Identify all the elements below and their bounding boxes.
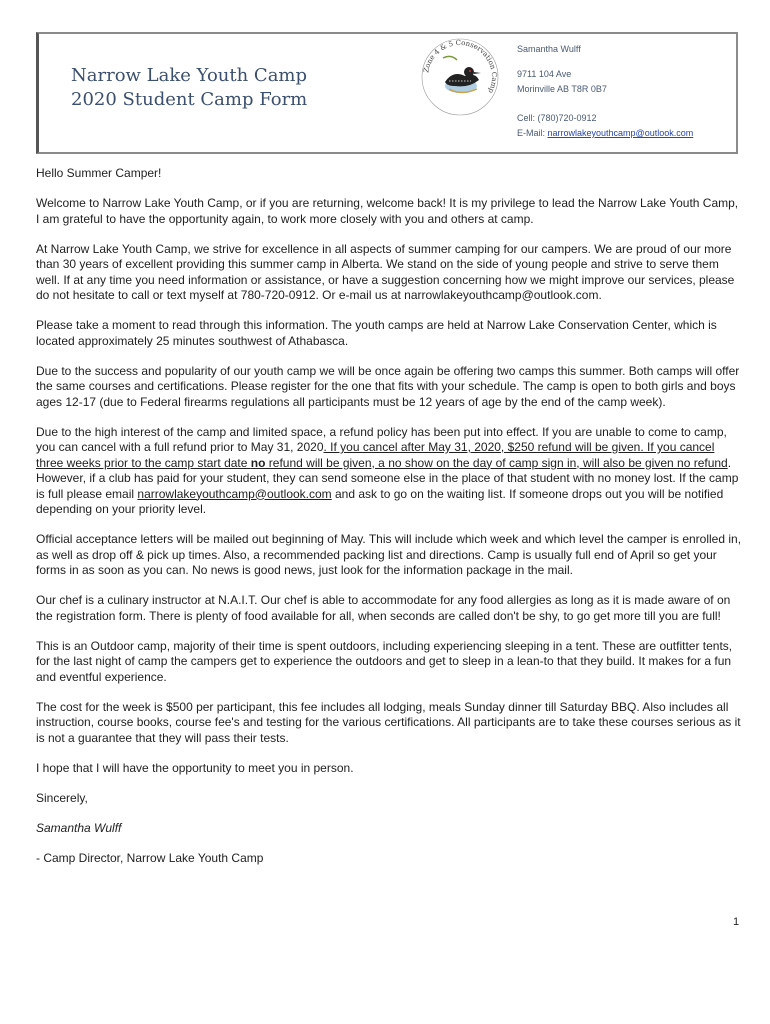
paragraph-acceptance-letters: Official acceptance letters will be mailed out beginning of May. This will include which week and which level the camper is enrolled in, as well as drop off & pick up times. Also, a recommended packing list and directions. Camp is usually full end of April so get your forms in as soon as you can. No news is good news, just look for the information package in the mail. <box>36 532 742 577</box>
refund-no-bold: no <box>250 455 266 470</box>
signature: Samantha Wulff <box>36 820 122 835</box>
title-line-2: 2020 Student Camp Form <box>71 89 308 110</box>
paragraph-two-camps: Due to the success and popularity of our youth camp we will be once again be offering two camps this summer. Both camps will offer the same courses and certifications. Please register for the one that fits with your schedule. The camp is open to both girls and boys ages 12-17 (due to Federal firearms regulations all participants must be 12 years of age by the end of the camp week). <box>36 363 740 409</box>
contact-address-line-2: Morinville AB T8R 0B7 <box>517 84 607 94</box>
greeting: Hello Summer Camper! <box>36 166 162 180</box>
contact-email-label: E-Mail: <box>517 128 548 138</box>
camp-logo <box>419 36 501 118</box>
title-line-1: Narrow Lake Youth Camp <box>71 65 308 86</box>
paragraph-excellence: At Narrow Lake Youth Camp, we strive for excellence in all aspects of summer camping for our campers. We are proud of our more than 30 years of excellent providing this summer camp in Alberta. We stand on the side of young people and strive to serve them well. If at any time you need information or assistance, or have a suggestion concerning how we might improve our services, please do not hesitate to call or text myself at 780-720-0912. Or e-mail us at narrowlakeyouthcamp@outlook.com. <box>36 241 735 302</box>
paragraph-welcome: Welcome to Narrow Lake Youth Camp, or if you are returning, welcome back! It is my privilege to lead the Narrow Lake Youth Camp, I am grateful to have the opportunity again, to work more closely with you and others at camp. <box>36 196 739 226</box>
logo-text: Zone 4 & 5 Conservation Camp <box>422 38 499 95</box>
contact-email-link[interactable]: narrowlakeyouthcamp@outlook.com <box>547 128 694 138</box>
page-number: 1 <box>733 916 740 928</box>
refund-text-a: Due to the high interest of the camp and limited space, a refund policy has been put into effect. If you are unable to come to camp, you can cancel with a full refund prior to May 31, 2020 <box>36 424 727 454</box>
paragraph-cost: The cost for the week is $500 per participant, this fee includes all lodging, meals Sunday dinner till Saturday BBQ. Also includes all instruction, course books, course fee's and testing for the various certifications. All participants are to take these courses serious as it is not a guarantee that they will pass their tests. <box>36 699 741 745</box>
refund-underlined-1: . If you cancel after May 31, 2020, $250 refund will be given. If you cancel three weeks prior to the camp start date <box>36 440 715 470</box>
paragraph-location: Please take a moment to read through this information. The youth camps are held at Narrow Lake Conservation Center, which is located approximately 25 minutes southwest of Athabasca. <box>36 318 717 348</box>
refund-underlined-2: refund will be given, a no show on the day of camp sign in, will also be given no refund <box>265 455 728 470</box>
waiting-list-email-link[interactable]: narrowlakeyouthcamp@outlook.com <box>137 486 332 501</box>
paragraph-refund-policy <box>36 425 742 518</box>
letter-body <box>36 166 742 881</box>
paragraph-chef: Our chef is a culinary instructor at N.A.I.T. Our chef is able to accommodate for any food allergies as long as it is made aware of on the registration form. There is plenty of food available for all, when seconds are called don't be shy, to go get more till you are full! <box>36 593 731 623</box>
contact-email-row <box>517 126 693 141</box>
contact-info <box>517 42 693 141</box>
letterhead <box>36 32 738 154</box>
refund-text-b: . However, if a club has paid for your student, they can send someone else in the place of that student with no money lost. If the camp is full please email <box>36 455 739 501</box>
paragraph-meet: I hope that I will have the opportunity to meet you in person. <box>36 760 354 775</box>
paragraph-outdoor-camp: This is an Outdoor camp, majority of their time is spent outdoors, including experiencing sleeping in a tent. These are outfitter tents, for the last night of camp the campers get to experience the outdoors and get to sleep in a lean-to that they build. It makes for a fun and eventful experience. <box>36 638 733 684</box>
contact-name: Samantha Wulff <box>517 44 581 54</box>
document-title <box>71 64 307 112</box>
closing: Sincerely, <box>36 790 88 805</box>
refund-text-c: and ask to go on the waiting list. If someone drops out you will be notified depending on your priority level. <box>36 486 724 516</box>
contact-address-line-1: 9711 104 Ave <box>517 69 572 79</box>
signer-title: - Camp Director, Narrow Lake Youth Camp <box>36 850 264 865</box>
contact-cell: Cell: (780)720-0912 <box>517 113 597 123</box>
